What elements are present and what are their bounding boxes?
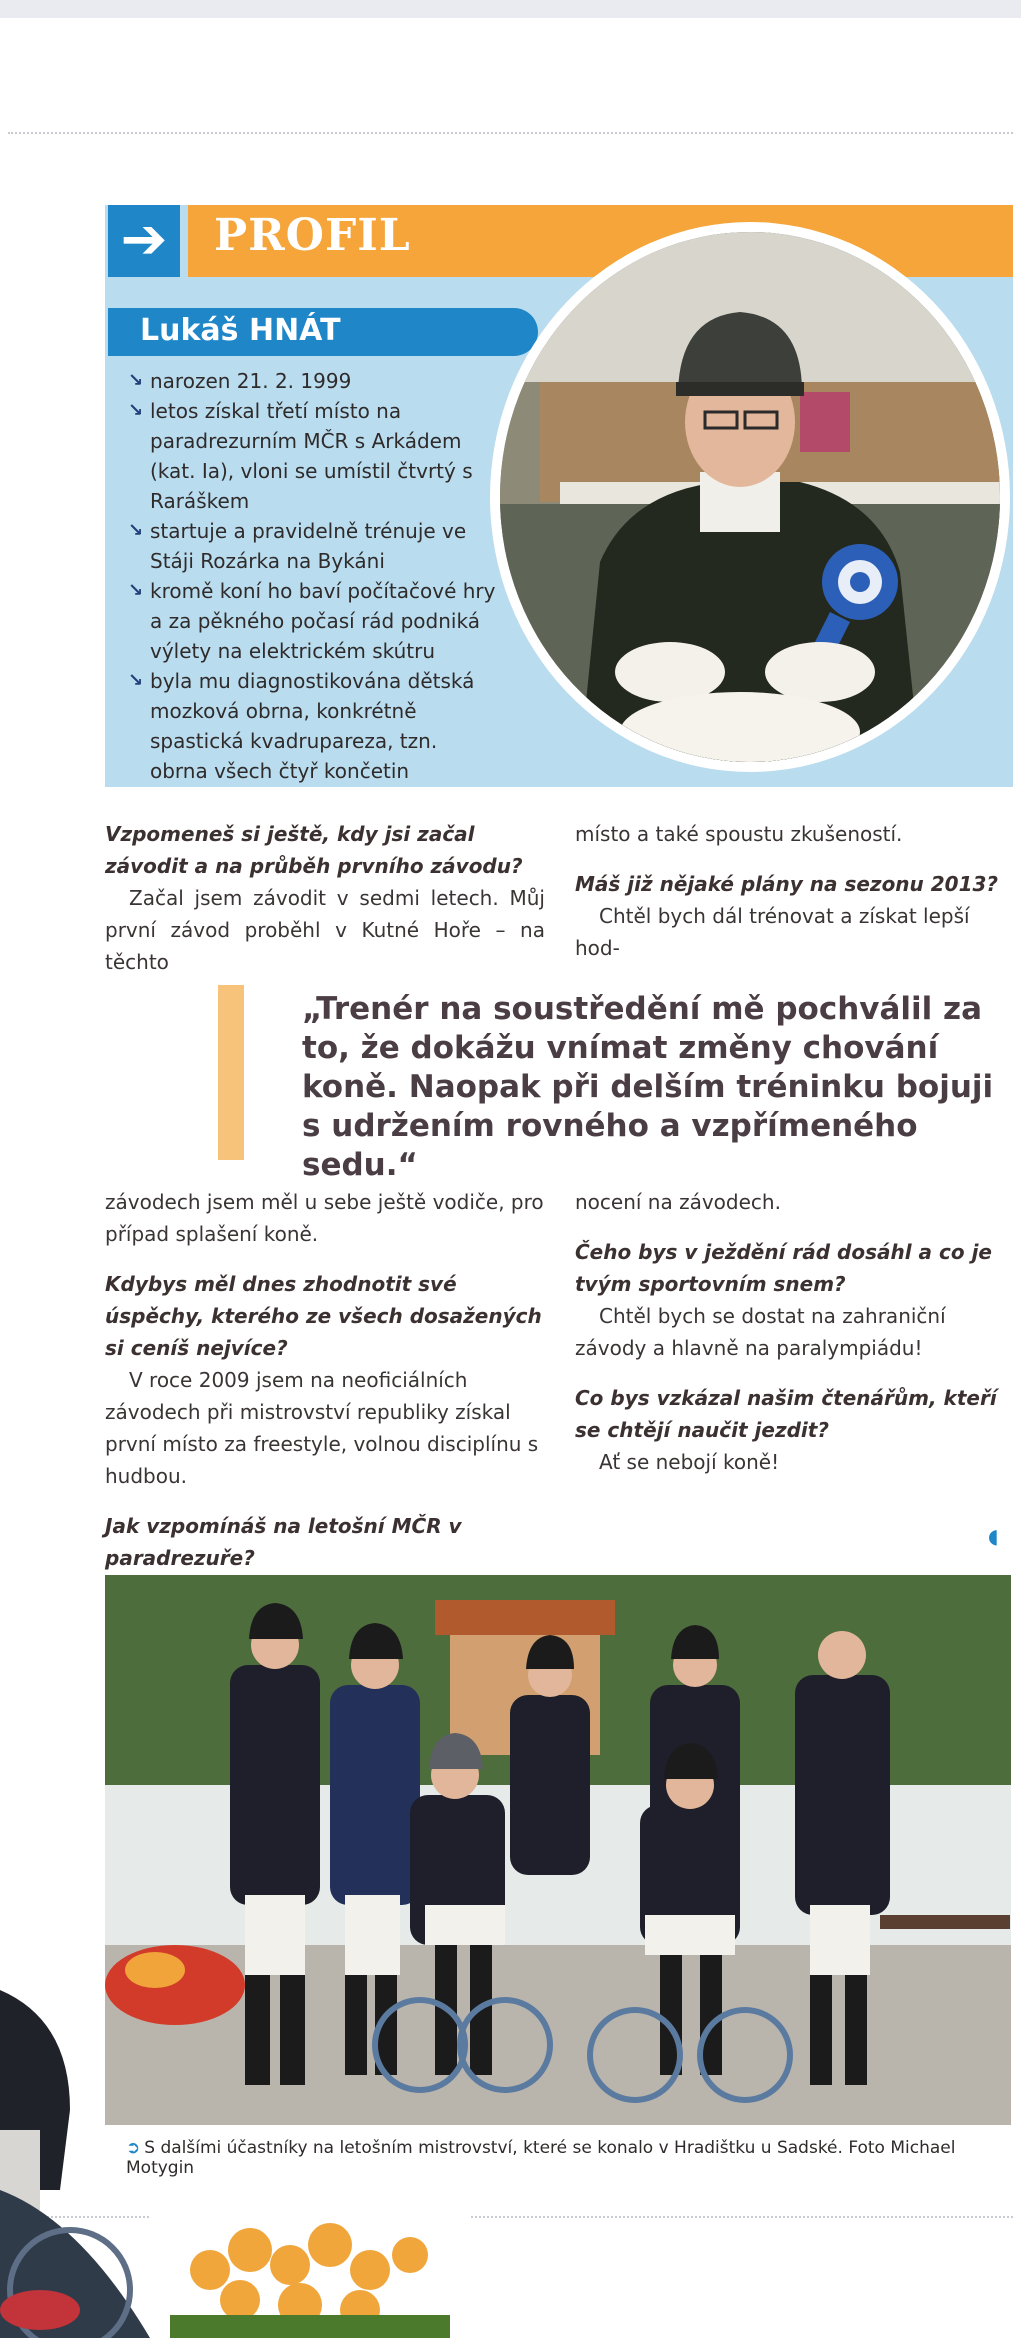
profile-title: PROFIL <box>214 210 411 261</box>
rider-edge-illustration <box>0 1990 160 2338</box>
dotted-divider-top <box>8 132 1013 134</box>
answer-1a: Začal jsem závodit v sedmi letech. Můj první závod proběhl v Kutné Hoře – na těchto <box>105 886 545 974</box>
profile-fact: ↘ letos získal třetí místo na paradrezurním MČR s Arkádem (kat. Ia), vloni se umístil čtvrtý s Raráškem <box>128 396 498 516</box>
portrait-photo <box>490 222 1010 772</box>
decorative-flowers <box>150 2210 470 2338</box>
profile-fact: ↘ kromě koní ho baví počítačové hry a za pěkného počasí rád podniká výlety na elektrickém skútru <box>128 576 498 666</box>
group-photo <box>105 1575 1011 2125</box>
profile-fact: ↘ narozen 21. 2. 1999 <box>128 366 498 396</box>
flowers-illustration <box>150 2210 470 2338</box>
answer-6: Ať se nebojí koně! <box>599 1450 780 1474</box>
article-column-left-bottom <box>105 1186 545 1606</box>
pullquote: „Trenér na soustředění mě pochválil za to, že dokážu vnímat změny chování koně. Naopak při delším tréninku bojuji s udržením rovného a vzpřímeného sedu.“ <box>302 991 994 1183</box>
answer-4a: Chtěl bych dál trénovat a získat lepší hod- <box>575 904 970 960</box>
caption-arrow-icon: ➲ <box>126 2138 141 2158</box>
article-column-left-top <box>105 818 545 978</box>
portrait-illustration <box>500 232 1000 762</box>
question-3: Jak vzpomínáš na letošní MČR v paradrezuře? <box>105 1514 462 1570</box>
arrow-right-icon: ➔ <box>108 205 180 277</box>
decorative-rider-edge <box>0 1990 160 2338</box>
profile-fact: ↘ startuje a pravidelně trénuje ve Stáji Rozárka na Bykáni <box>128 516 498 576</box>
caption-text: S dalšími účastníky na letošním mistrovství, které se konalo v Hradištku u Sadské. Foto Michael Motygin <box>126 2138 956 2178</box>
group-photo-illustration <box>105 1575 1011 2125</box>
question-4: Máš již nějaké plány na sezonu 2013? <box>575 872 999 896</box>
profile-fact: ↘ byla mu diagnostikována dětská mozková obrna, konkrétně spastická kvadrupareza, tzn. obrna všech čtyř končetin <box>128 666 498 786</box>
pullquote-bar <box>218 985 244 1160</box>
profile-facts <box>128 366 498 786</box>
answer-2: V roce 2009 jsem na neoficiálních závodech při mistrovství republiky získal první místo za freestyle, volnou disciplínu s hudbou. <box>105 1368 539 1488</box>
article-column-right-top <box>575 818 1011 964</box>
answer-1b: závodech jsem měl u sebe ještě vodiče, pro případ splašení koně. <box>105 1190 544 1246</box>
answer-3b: místo a také spoustu zkušeností. <box>575 822 903 846</box>
question-5: Čeho bys v ježdění rád dosáhl a co je tvým sportovním snem? <box>575 1240 992 1296</box>
question-2: Kdybys měl dnes zhodnotit své úspěchy, kterého ze všech dosažených si ceníš nejvíce? <box>105 1272 542 1360</box>
page-top-band <box>0 0 1021 18</box>
article-column-right-bottom <box>575 1186 1011 1478</box>
answer-4b: nocení na závodech. <box>575 1190 781 1214</box>
photo-caption <box>126 2138 1006 2178</box>
question-6: Co bys vzkázal našim čtenářům, kteří se chtějí naučit jezdit? <box>575 1386 997 1442</box>
end-of-article-icon: ◖ <box>988 1524 999 1548</box>
profile-name: Lukáš HNÁT <box>140 313 341 348</box>
answer-5: Chtěl bych se dostat na zahraniční závody a hlavně na paralympiádu! <box>575 1304 946 1360</box>
question-1: Vzpomeneš si ještě, kdy jsi začal závodit a na průběh prvního závodu? <box>105 822 523 878</box>
